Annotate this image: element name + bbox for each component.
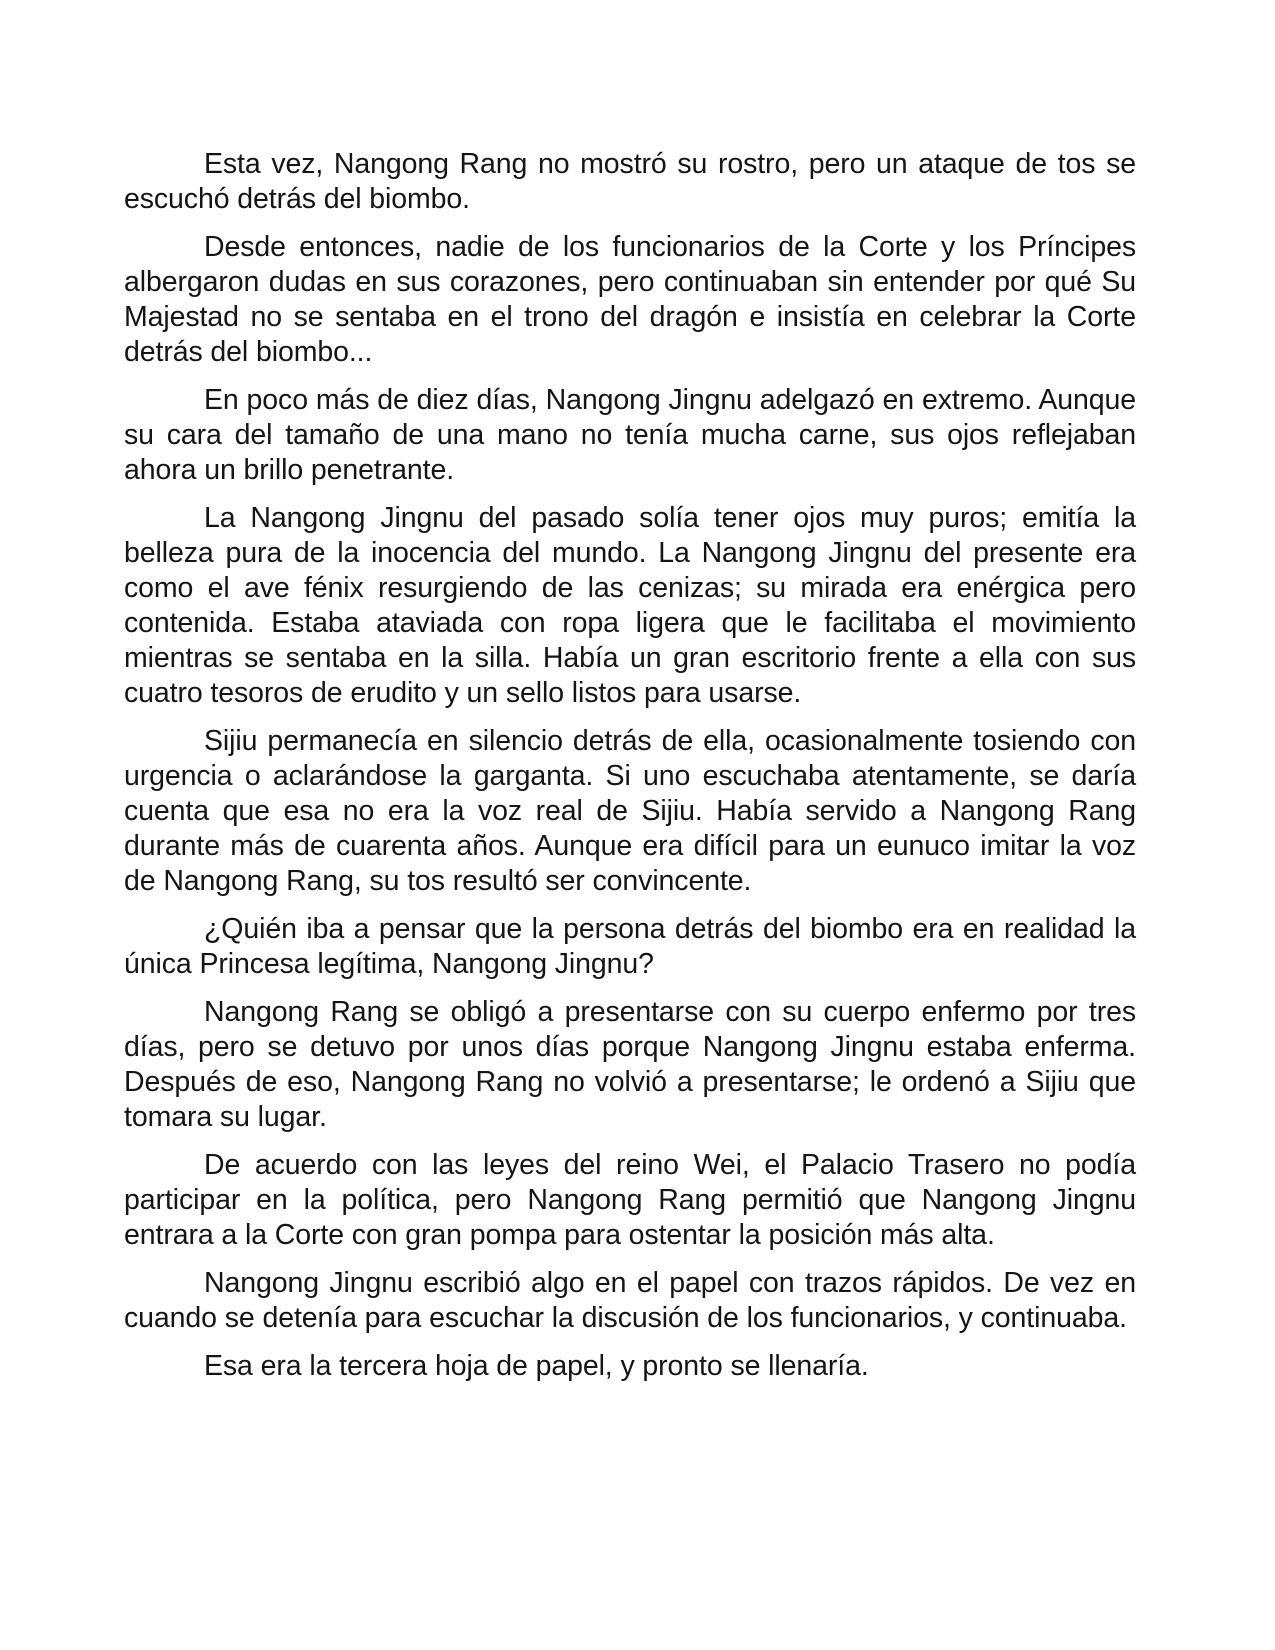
paragraph-5: Sijiu permanecía en silencio detrás de ella, ocasionalmente tosiendo con urgencia o aclarándose la garganta. Si uno escuchaba atentamente, se daría cuenta que esa no era la voz real de Sijiu. Había servido a Nangong Rang durante más de cuarenta años. Aunque era difícil para un eunuco imitar la voz de Nangong Rang, su tos resultó ser convincente. bbox=[124, 725, 1136, 897]
paragraph-1: Esta vez, Nangong Rang no mostró su rostro, pero un ataque de tos se escuchó detrás del biombo. bbox=[124, 148, 1136, 215]
paragraph-2: Desde entonces, nadie de los funcionarios de la Corte y los Príncipes albergaron dudas en sus corazones, pero continuaban sin entender por qué Su Majestad no se sentaba en el trono del dragón e insistía en celebrar la Corte detrás del biombo... bbox=[124, 231, 1136, 368]
paragraph-8: De acuerdo con las leyes del reino Wei, el Palacio Trasero no podía participar en la política, pero Nangong Rang permitió que Nangong Jingnu entrara a la Corte con gran pompa para ostentar la posición más alta. bbox=[124, 1149, 1136, 1251]
paragraph-7: Nangong Rang se obligó a presentarse con su cuerpo enfermo por tres días, pero se detuvo por unos días porque Nangong Jingnu estaba enferma. Después de eso, Nangong Rang no volvió a presentarse; le ordenó a Sijiu que tomara su lugar. bbox=[124, 996, 1136, 1133]
paragraph-10: Esa era la tercera hoja de papel, y pronto se llenaría. bbox=[204, 1350, 869, 1382]
paragraph-6: ¿Quién iba a pensar que la persona detrás del biombo era en realidad la única Princesa legítima, Nangong Jingnu? bbox=[124, 913, 1136, 980]
paragraph-3: En poco más de diez días, Nangong Jingnu adelgazó en extremo. Aunque su cara del tamaño de una mano no tenía mucha carne, sus ojos reflejaban ahora un brillo penetrante. bbox=[124, 384, 1136, 486]
paragraph-4: La Nangong Jingnu del pasado solía tener ojos muy puros; emitía la belleza pura de la inocencia del mundo. La Nangong Jingnu del presente era como el ave fénix resurgiendo de las cenizas; su mirada era enérgica pero contenida. Estaba ataviada con ropa ligera que le facilitaba el movimiento mientras se sentaba en la silla. Había un gran escritorio frente a ella con sus cuatro tesoros de erudito y un sello listos para usarse. bbox=[124, 502, 1136, 709]
document-body bbox=[124, 147, 1136, 1397]
paragraph-9: Nangong Jingnu escribió algo en el papel con trazos rápidos. De vez en cuando se detenía para escuchar la discusión de los funcionarios, y continuaba. bbox=[124, 1267, 1136, 1334]
